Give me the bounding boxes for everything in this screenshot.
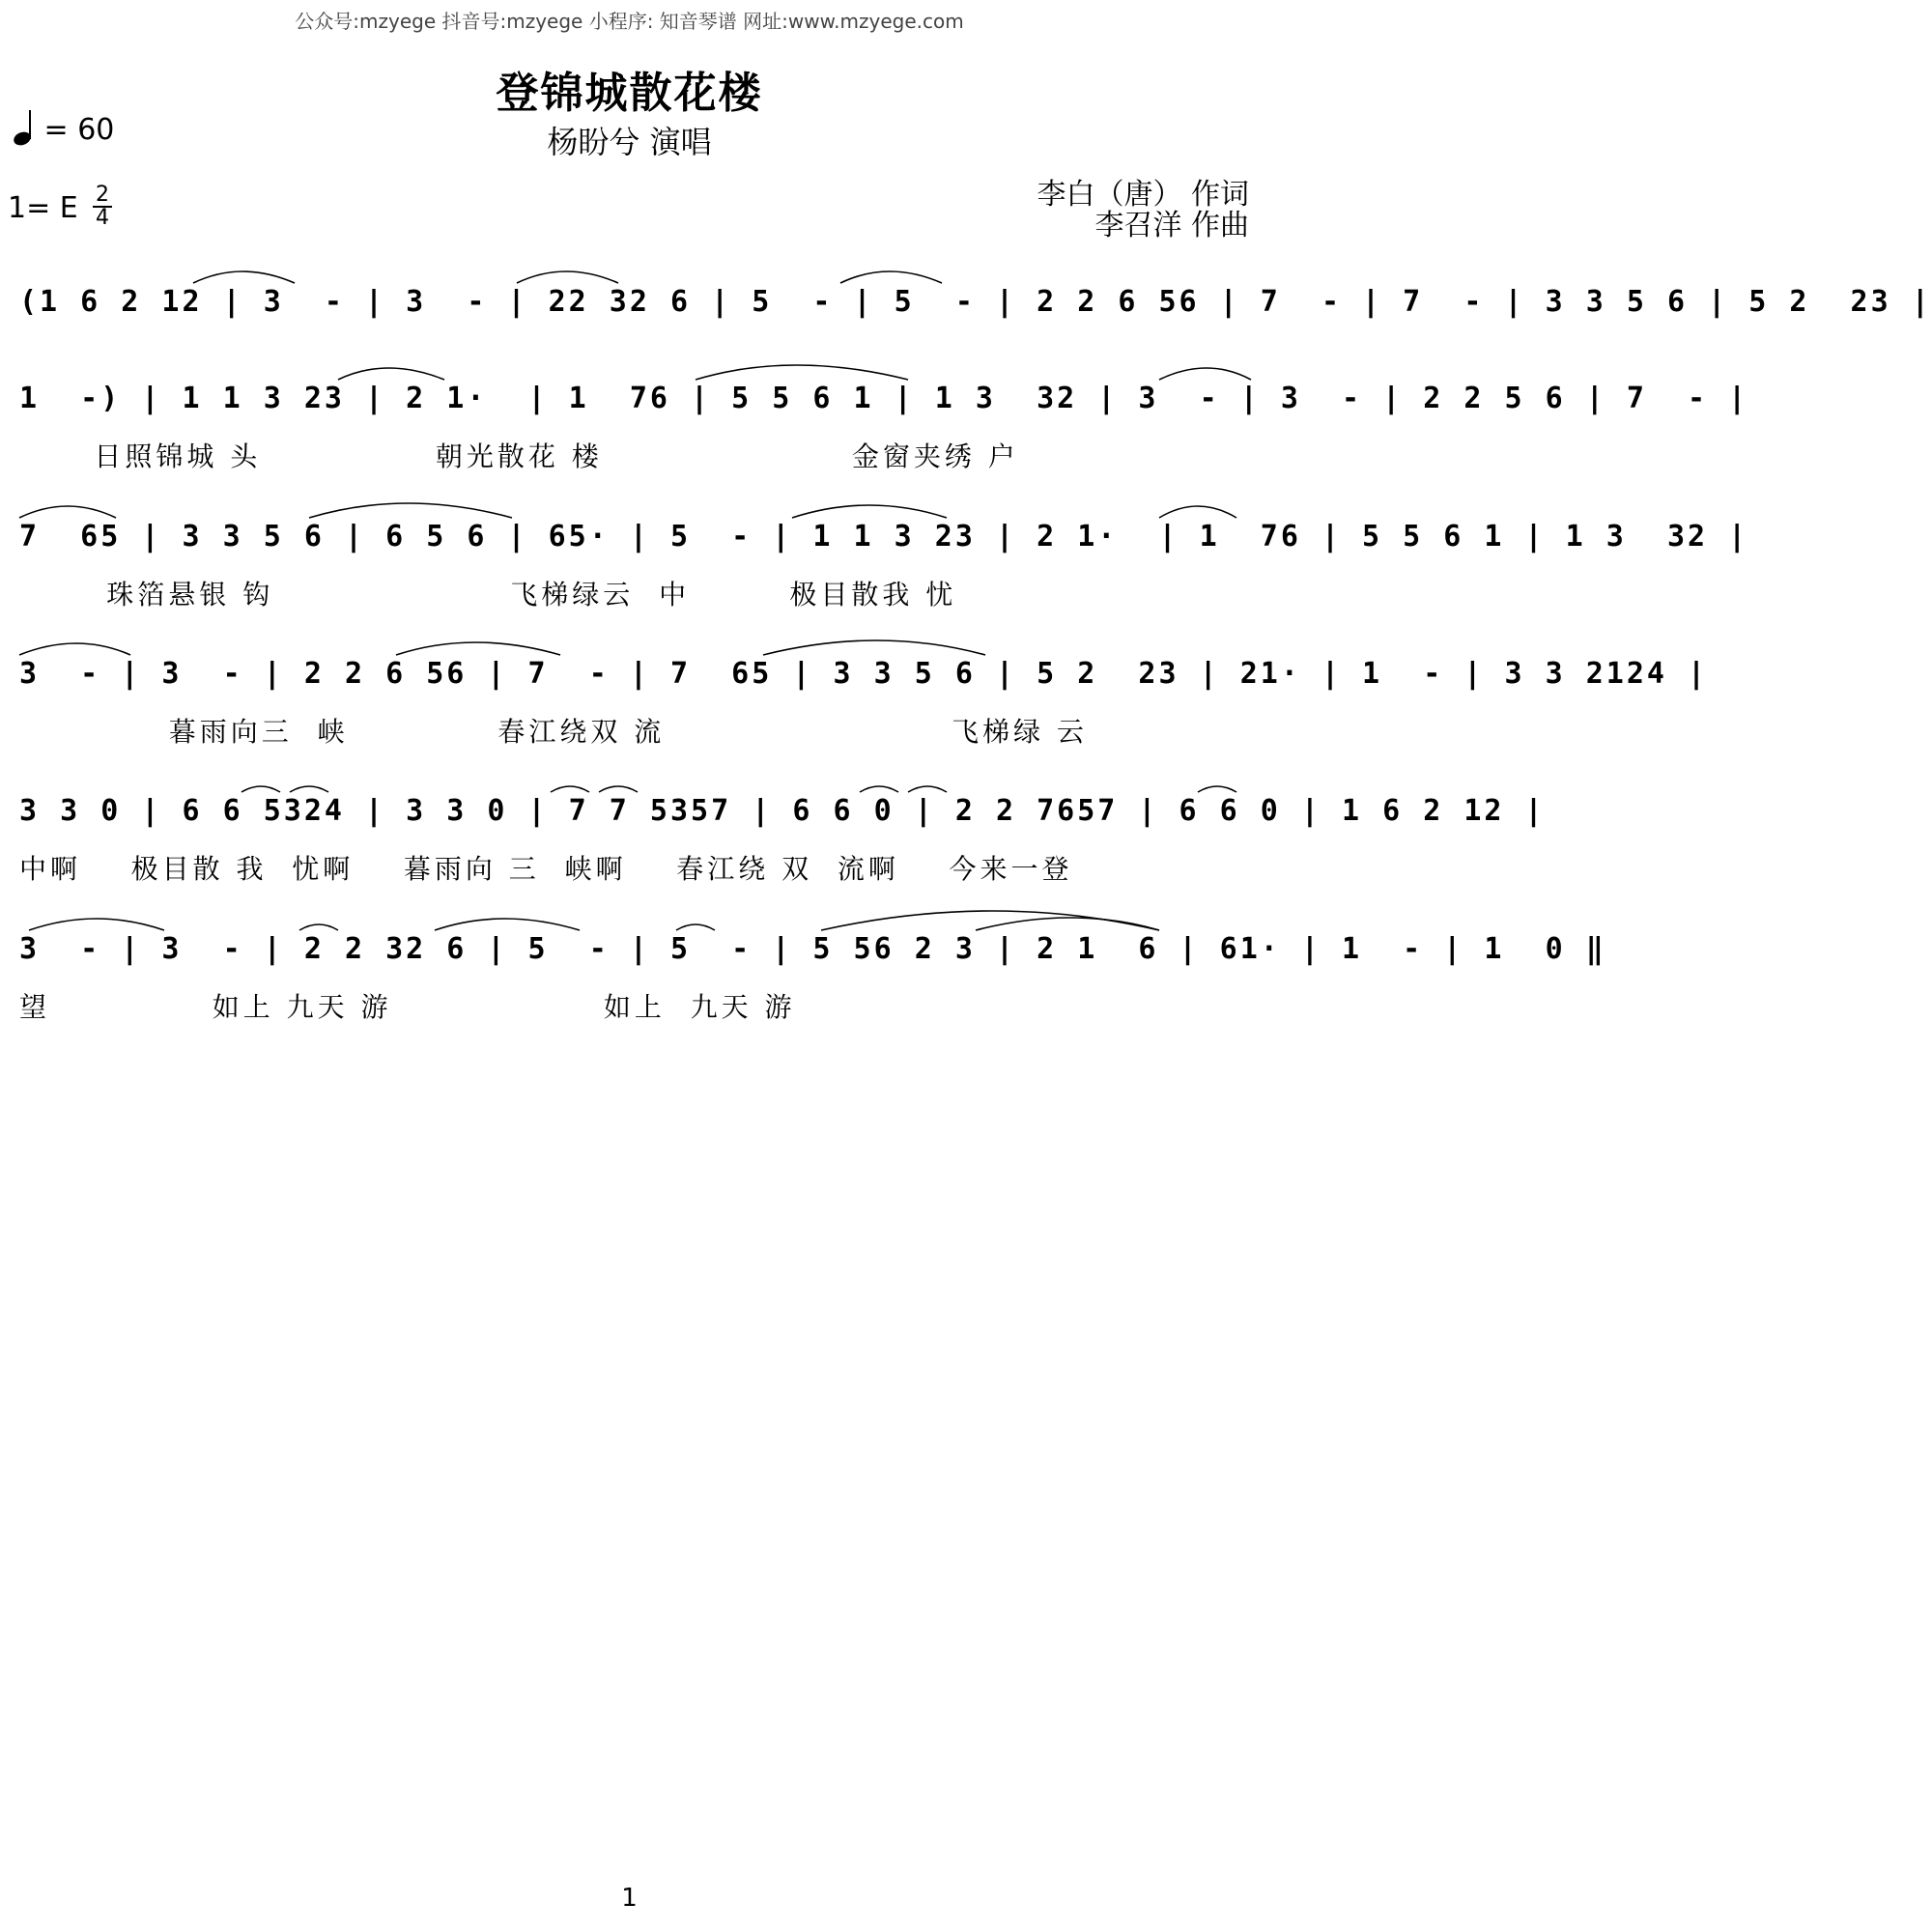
staff-notes: 3 - | 3 - | 2 2 6 56 | 7 - | 7 65 | 3 3 5 6 | 5 2 23 | 21· | 1 - | 3 3 2124 |: [19, 657, 1709, 691]
page-number: 1: [621, 1884, 638, 1913]
tempo-value: = 60: [43, 113, 115, 147]
time-signature-top: 2: [96, 183, 109, 207]
quarter-note-icon: [14, 108, 35, 147]
staff-notes: 3 - | 3 - | 2 2 32 6 | 5 - | 5 - | 5 56 2 3 | 2 1 6 | 61· | 1 - | 1 0 ‖: [19, 932, 1606, 966]
tempo-marking: [14, 108, 114, 147]
staff-notes: 1 -) | 1 1 3 23 | 2 1· | 1 76 | 5 5 6 1 | 1 3 32 | 3 - | 3 - | 2 2 5 6 | 7 - |: [19, 382, 1749, 415]
staff-lyrics: 日照锦城 头 朝光散花 楼 金窗夹绣 户: [19, 440, 1019, 472]
time-signature-bottom: 4: [96, 206, 109, 230]
time-signature: [93, 185, 112, 228]
header-info-line: 公众号:mzyege 抖音号:mzyege 小程序: 知音琴谱 网址:www.mzyege.com: [295, 10, 964, 33]
staff-lyrics: 珠箔悬银 钩 飞梯绿云 中 极目散我 忧: [19, 579, 957, 611]
staff-lyrics: 望 如上 九天 游 如上 九天 游: [19, 991, 796, 1023]
staff-notes: 7 65 | 3 3 5 6 | 6 5 6 | 65· | 5 - | 1 1 3 23 | 2 1· | 1 76 | 5 5 6 1 | 1 3 32 |: [19, 520, 1749, 554]
staff-lyrics: 暮雨向三 峡 春江绕双 流 飞梯绿 云: [19, 716, 1088, 748]
singer-credit: 杨盼兮 演唱: [547, 124, 712, 160]
lyricist-credit: 李白（唐） 作词: [1037, 178, 1249, 212]
key-signature: 1= E: [8, 191, 78, 225]
staff-lyrics: 中啊 极目散 我 忧啊 暮雨向 三 峡啊 春江绕 双 流啊 今来一登: [19, 853, 1073, 885]
staff-notes: (1 6 2 12 | 3 - | 3 - | 22 32 6 | 5 - | 5 - | 2 2 6 56 | 7 - | 7 - | 3 3 5 6 | 5 2 23 |: [19, 285, 1932, 319]
staff-notes: 3 3 0 | 6 6 5324 | 3 3 0 | 7 7 5357 | 6 6 0 | 2 2 7657 | 6 6 0 | 1 6 2 12 |: [19, 794, 1546, 828]
composer-credit: 李召洋 作曲: [1094, 209, 1249, 242]
song-title: 登锦城散花楼: [496, 69, 763, 118]
